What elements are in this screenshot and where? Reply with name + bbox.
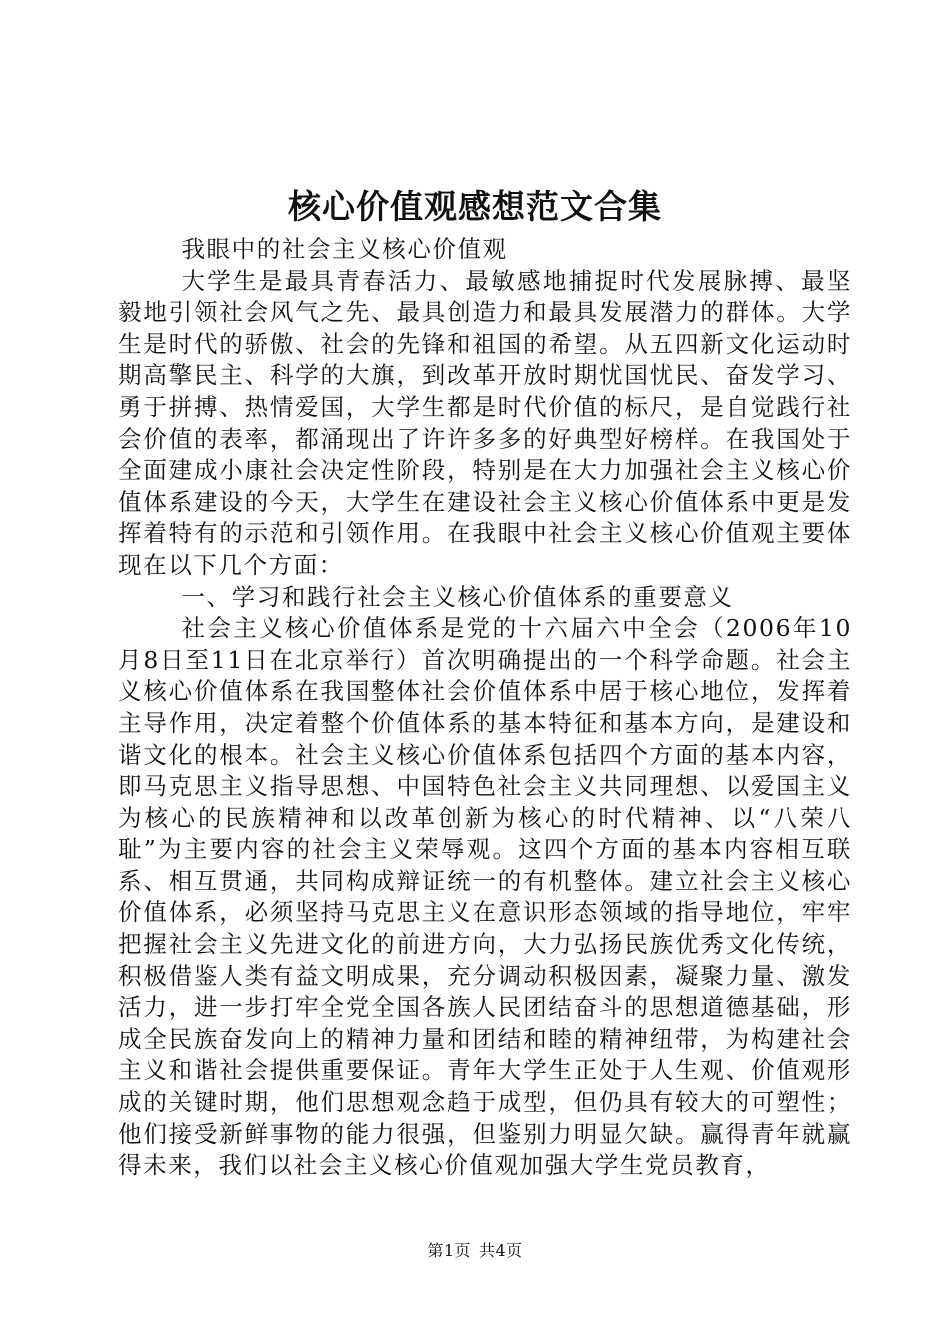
section-heading: 我眼中的社会主义核心价值观: [181, 235, 508, 263]
page-total: 共4页: [479, 1241, 523, 1260]
page-footer: [0, 1240, 950, 1262]
document-title: 核心价值观感想范文合集: [288, 187, 662, 226]
page-number: 第1页: [427, 1241, 471, 1260]
section-heading: 一、学习和践行社会主义核心价值体系的重要意义: [181, 582, 734, 611]
body-paragraph: 大学生是最具青春活力、最敏感地捕捉时代发展脉搏、最坚毅地引领社会风气之先、最具创造力和最具发展潜力的群体。大学生是时代的骄傲、社会的先锋和祖国的希望。从五四新文化运动时期高擎民主、科学的大旗，到改革开放时期忧国忧民、奋发学习、勇于拼搏、热情爱国，大学生都是时代价值的标尺，是自觉践行社会价值的表率，都涌现出了许许多多的好典型好榜样。在我国处于全面建成小康社会决定性阶段，特别是在大力加强社会主义核心价值体系建设的今天，大学生在建设社会主义核心价值体系中更是发挥着特有的示范和引领作用。在我眼中社会主义核心价值观主要体现在以下几个方面：: [118, 266, 852, 579]
document-body: [118, 234, 852, 1182]
body-paragraph: 社会主义核心价值体系是党的十六届六中全会（2006年10月8日至11日在北京举行）首次明确提出的一个科学命题。社会主义核心价值体系在我国整体社会价值体系中居于核心地位，发挥着主导作用，决定着整个价值体系的基本特征和基本方向，是建设和谐文化的根本。社会主义核心价值体系包括四个方面的基本内容，即马克思主义指导思想、中国特色社会主义共同理想、以爱国主义为核心的民族精神和以改革创新为核心的时代精神、以“八荣八耻”为主要内容的社会主义荣辱观。这四个方面的基本内容相互联系、相互贯通，共同构成辩证统一的有机整体。建立社会主义核心价值体系，必须坚持马克思主义在意识形态领域的指导地位，牢牢把握社会主义先进文化的前进方向，大力弘扬民族优秀文化传统，积极借鉴人类有益文明成果，充分调动积极因素，凝聚力量、激发活力，进一步打牢全党全国各族人民团结奋斗的思想道德基础，形成全民族奋发向上的精神力量和团结和睦的精神纽带，为构建社会主义和谐社会提供重要保证。青年大学生正处于人生观、价值观形成的关键时期，他们思想观念趋于成型，但仍具有较大的可塑性；他们接受新鲜事物的能力很强，但鉴别力明显欠缺。赢得青年就赢得未来，我们以社会主义核心价值观加强大学生党员教育，: [118, 614, 852, 1180]
